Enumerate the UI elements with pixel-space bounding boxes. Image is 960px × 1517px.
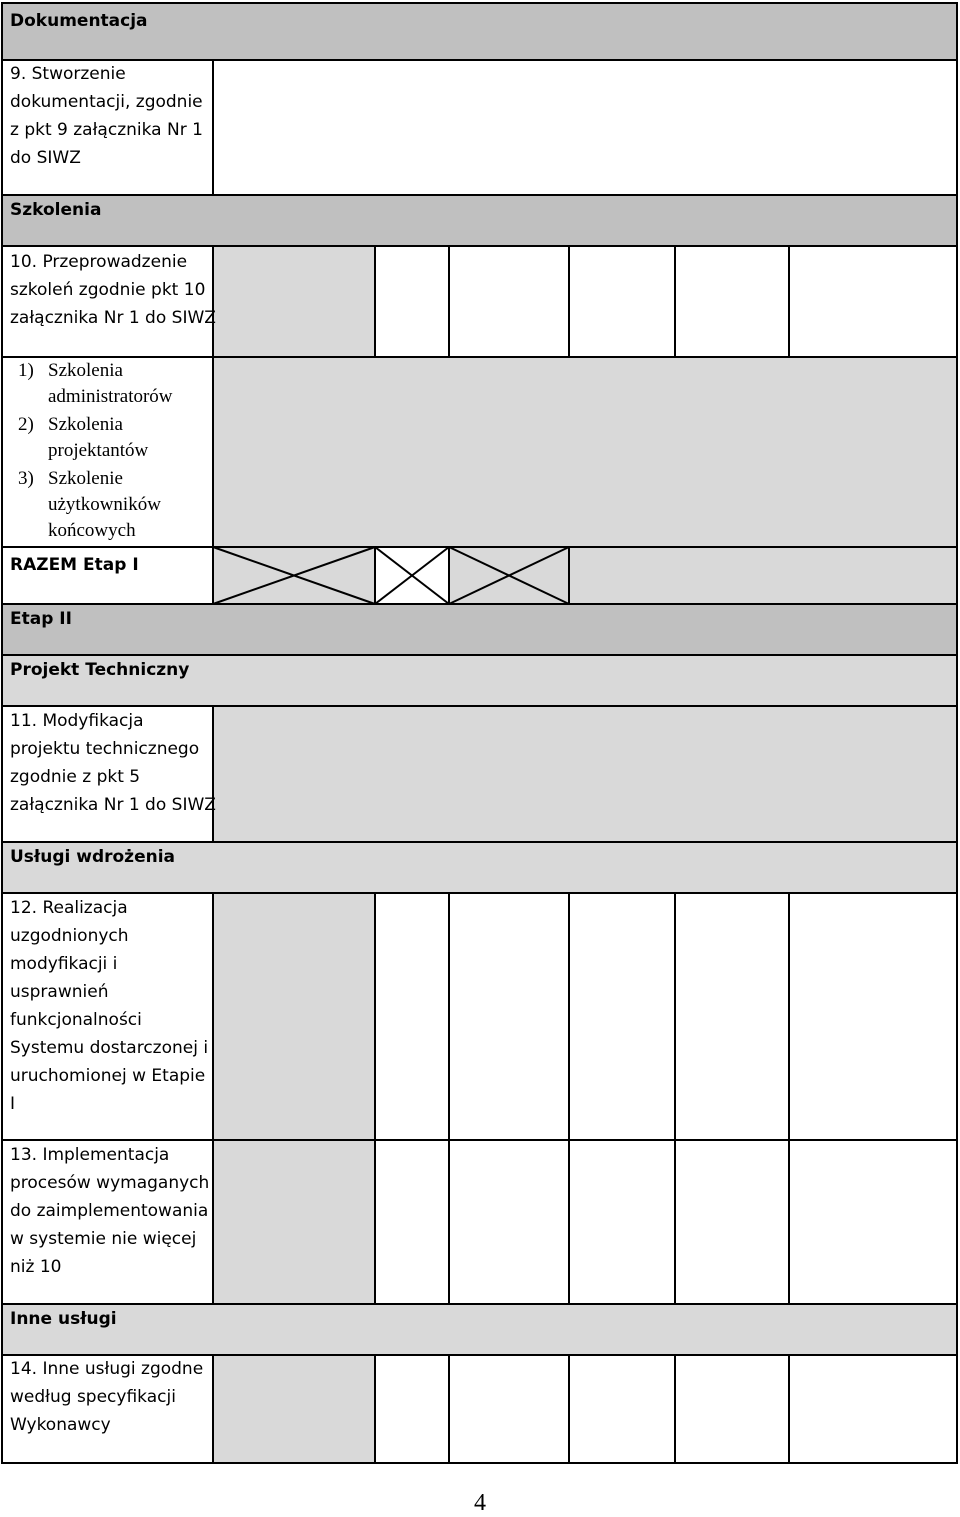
item-9-line: do SIWZ	[10, 148, 81, 168]
section-inne-uslugi: Inne usługi	[10, 1309, 117, 1329]
item-11-description	[10, 707, 216, 819]
item-14-line: według specyfikacji	[10, 1387, 176, 1407]
page-number: 4	[474, 1490, 486, 1516]
section-szkolenia: Szkolenia	[10, 200, 102, 220]
item-14-description	[10, 1355, 203, 1439]
header-inne-bg	[2, 1304, 957, 1355]
section-dokumentacja: Dokumentacja	[10, 11, 148, 31]
item-12-line: uzgodnionych	[10, 926, 129, 946]
grey-cell-14	[213, 1355, 375, 1463]
item-11-line: zgodnie z pkt 5	[10, 767, 141, 787]
item-10-line: załącznika Nr 1 do SIWZ	[10, 308, 216, 328]
sublist-number: 1)	[18, 360, 34, 381]
item-13-line: w systemie nie więcej	[10, 1229, 197, 1249]
item-14-line: Wykonawcy	[10, 1415, 111, 1435]
item-12-line: usprawnień	[10, 982, 109, 1002]
item-9-line: 9. Stworzenie	[10, 64, 126, 84]
sublist-line: administratorów	[48, 386, 173, 407]
grey-cell-12	[213, 893, 375, 1140]
sublist-line: projektantów	[48, 440, 149, 461]
section-etap-ii: Etap II	[10, 609, 72, 629]
item-12-line: 12. Realizacja	[10, 898, 128, 918]
sublist-line: Szkolenia	[48, 414, 123, 435]
item-13-description	[10, 1141, 209, 1281]
grey-cell-11	[213, 706, 957, 842]
sublist-number: 2)	[18, 414, 34, 435]
sublist-line: końcowych	[48, 520, 136, 541]
section-projekt-techniczny: Projekt Techniczny	[10, 660, 190, 680]
grey-cell-10	[213, 246, 375, 357]
grey-cell-sub	[213, 357, 957, 547]
item-11-line: 11. Modyfikacja	[10, 711, 144, 731]
grey-cell-13	[213, 1140, 375, 1304]
grey-cell-razem-b	[449, 547, 957, 604]
item-9-line: z pkt 9 załącznika Nr 1	[10, 120, 203, 140]
item-13-line: do zaimplementowania	[10, 1201, 209, 1221]
item-10-line: 10. Przeprowadzenie	[10, 252, 188, 272]
item-9-description	[10, 60, 203, 172]
header-etap-ii-bg	[2, 604, 957, 655]
item-12-line: uruchomionej w Etapie	[10, 1066, 206, 1086]
header-szkolenia-bg	[2, 195, 957, 246]
razem-etap-i-label: RAZEM Etap I	[10, 555, 139, 575]
item-13-line: 13. Implementacja	[10, 1145, 170, 1165]
sublist-number: 3)	[18, 468, 34, 489]
sublist-line: użytkowników	[48, 494, 161, 515]
item-12-line: funkcjonalności	[10, 1010, 142, 1030]
item-14-line: 14. Inne usługi zgodne	[10, 1359, 204, 1379]
item-11-line: załącznika Nr 1 do SIWZ	[10, 795, 216, 815]
item-12-description	[10, 894, 208, 1118]
item-12-line: modyfikacji i	[10, 954, 118, 974]
item-13-line: niż 10	[10, 1257, 62, 1277]
item-12-line: I	[10, 1094, 16, 1114]
item-12-line: Systemu dostarczonej i	[10, 1038, 209, 1058]
section-uslugi-wdrozenia: Usługi wdrożenia	[10, 847, 176, 867]
item-13-line: procesów wymaganych	[10, 1173, 210, 1193]
sublist-line: Szkolenia	[48, 360, 123, 381]
item-10-description	[10, 248, 216, 332]
item-9-line: dokumentacji, zgodnie	[10, 92, 203, 112]
item-11-line: projektu technicznego	[10, 739, 200, 759]
sublist-line: Szkolenie	[48, 468, 123, 489]
item-10-line: szkoleń zgodnie pkt 10	[10, 280, 206, 300]
